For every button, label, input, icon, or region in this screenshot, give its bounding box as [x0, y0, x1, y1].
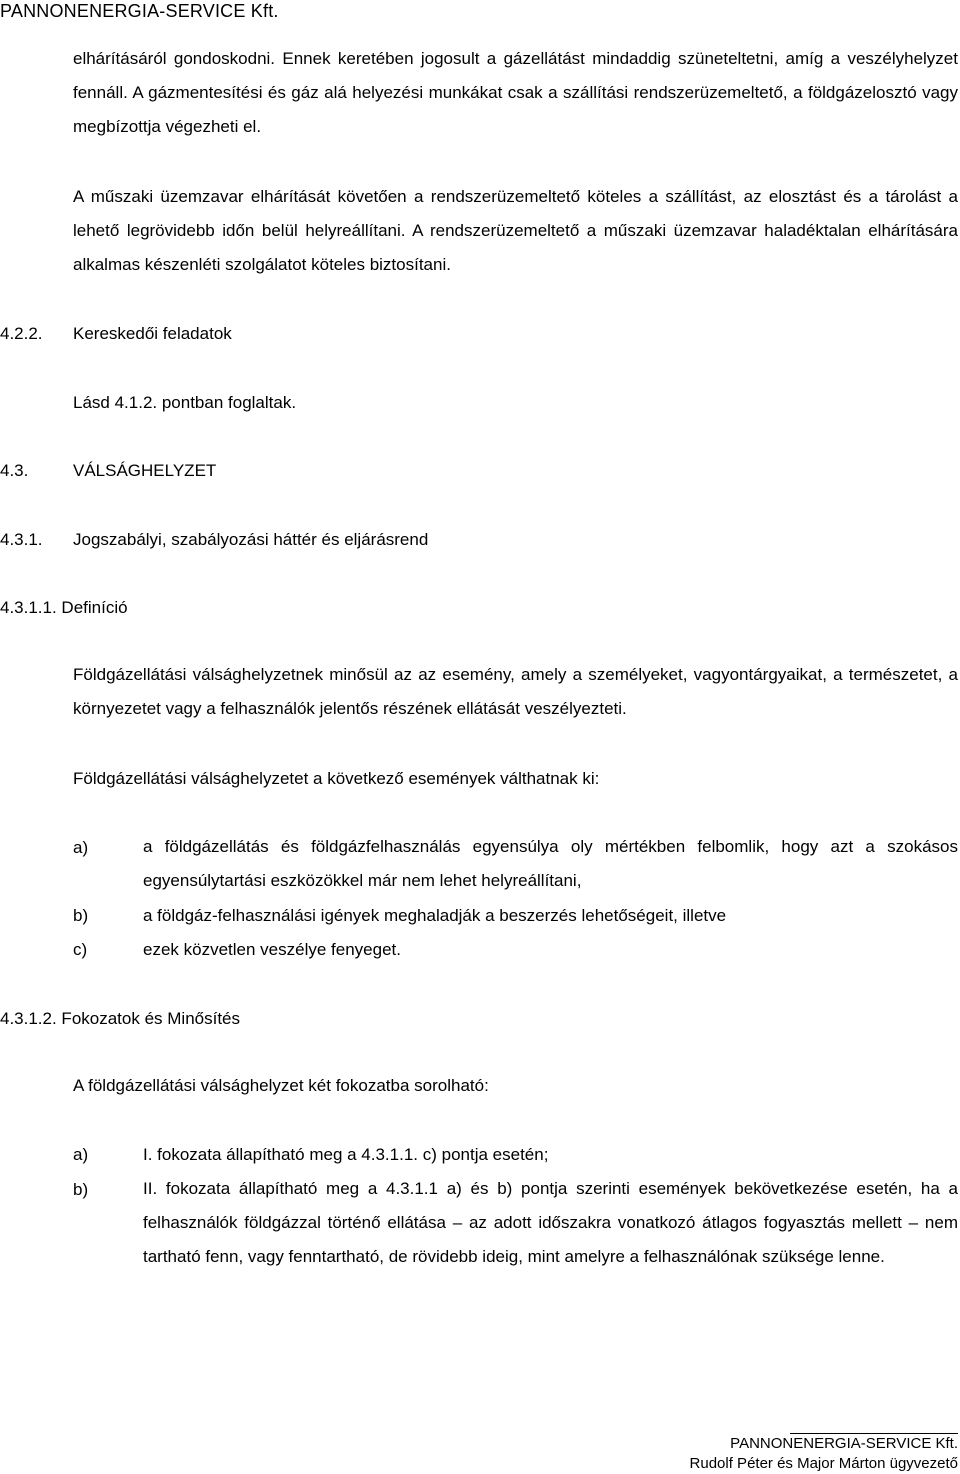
paragraph-grades: A földgázellátási válsághelyzet két fokozatba sorolható:: [73, 1076, 489, 1095]
section-title-4-3-1: Jogszabályi, szabályozási háttér és eljárásrend: [73, 530, 429, 549]
page-header: PANNONENERGIA-SERVICE Kft.: [0, 1, 279, 21]
section-text-4-2-2: Lásd 4.1.2. pontban foglaltak.: [73, 393, 297, 412]
section-title-4-3: VÁLSÁGHELYZET: [73, 461, 217, 480]
section-number-4-3-1: 4.3.1.: [0, 530, 43, 549]
list1-item-a: a földgázellátás és földgázfelhasználás egyensúlya oly mértékben felbomlik, hogy azt a szokásos egyensúlytartási eszközökkel már nem lehet helyreállítani,: [143, 837, 958, 890]
section-number-4-3: 4.3.: [0, 461, 29, 480]
list2-label-a: a): [73, 1145, 89, 1164]
list1-label-b: b): [73, 906, 89, 925]
paragraph-definition: Földgázellátási válsághelyzetnek minősül az az esemény, amely a személyeket, vagyontárgyaikat, a természetet, a környezetet vagy a felhasználók jelentős részének ellátását veszélyezteti.: [73, 665, 958, 718]
list1-label-a: a): [73, 838, 89, 857]
section-heading-4-3-1-1: 4.3.1.1. Definíció: [0, 598, 128, 617]
paragraph-triggers: Földgázellátási válsághelyzetet a következő események válthatnak ki:: [73, 769, 600, 788]
list2-item-a: I. fokozata állapítható meg a 4.3.1.1. c) pontja esetén;: [143, 1145, 549, 1164]
footer-manager: Rudolf Péter és Major Márton ügyvezető: [689, 1455, 958, 1472]
section-number-4-2-2: 4.2.2.: [0, 324, 43, 343]
section-heading-4-3-1-2: 4.3.1.2. Fokozatok és Minősítés: [0, 1009, 241, 1028]
list1-label-c: c): [73, 940, 88, 959]
section-title-4-2-2: Kereskedői feladatok: [73, 324, 232, 343]
footer-company: PANNONENERGIA-SERVICE Kft.: [730, 1435, 958, 1452]
paragraph-repair: A műszaki üzemzavar elhárítását követően a rendszerüzemeltető köteles a szállítást, az elosztást és a tárolást a lehető legrövidebb időn belül helyreállítani. A rendszerüzemeltető a műszaki üzemzavar haladéktalan elhárítására alkalmas készenléti szolgálatot köteles biztosítani.: [73, 187, 958, 274]
list1-item-c: ezek közvetlen veszélye fenyeget.: [143, 940, 401, 959]
list2-item-b: II. fokozata állapítható meg a 4.3.1.1 a) és b) pontja szerinti események bekövetkezése esetén, ha a felhasználók földgázzal történő ellátása – az adott időszakra vonatkozó átlagos fogyasztás mellett – nem tartható fenn, vagy fenntartható, de rövidebb ideig, mint amelyre a felhasználónak szüksége lenne.: [143, 1179, 958, 1266]
paragraph-intro: elhárításáról gondoskodni. Ennek keretében jogosult a gázellátást mindaddig szüneteltetni, amíg a veszélyhelyzet fennáll. A gázmentesítési és gáz alá helyezési munkákat csak a szállítási rendszerüzemeltető, a földgázelosztó vagy megbízottja végezheti el.: [73, 49, 958, 136]
list1-item-b: a földgáz-felhasználási igények meghaladják a beszerzés lehetőségeit, illetve: [143, 906, 727, 925]
list2-label-b: b): [73, 1180, 89, 1199]
